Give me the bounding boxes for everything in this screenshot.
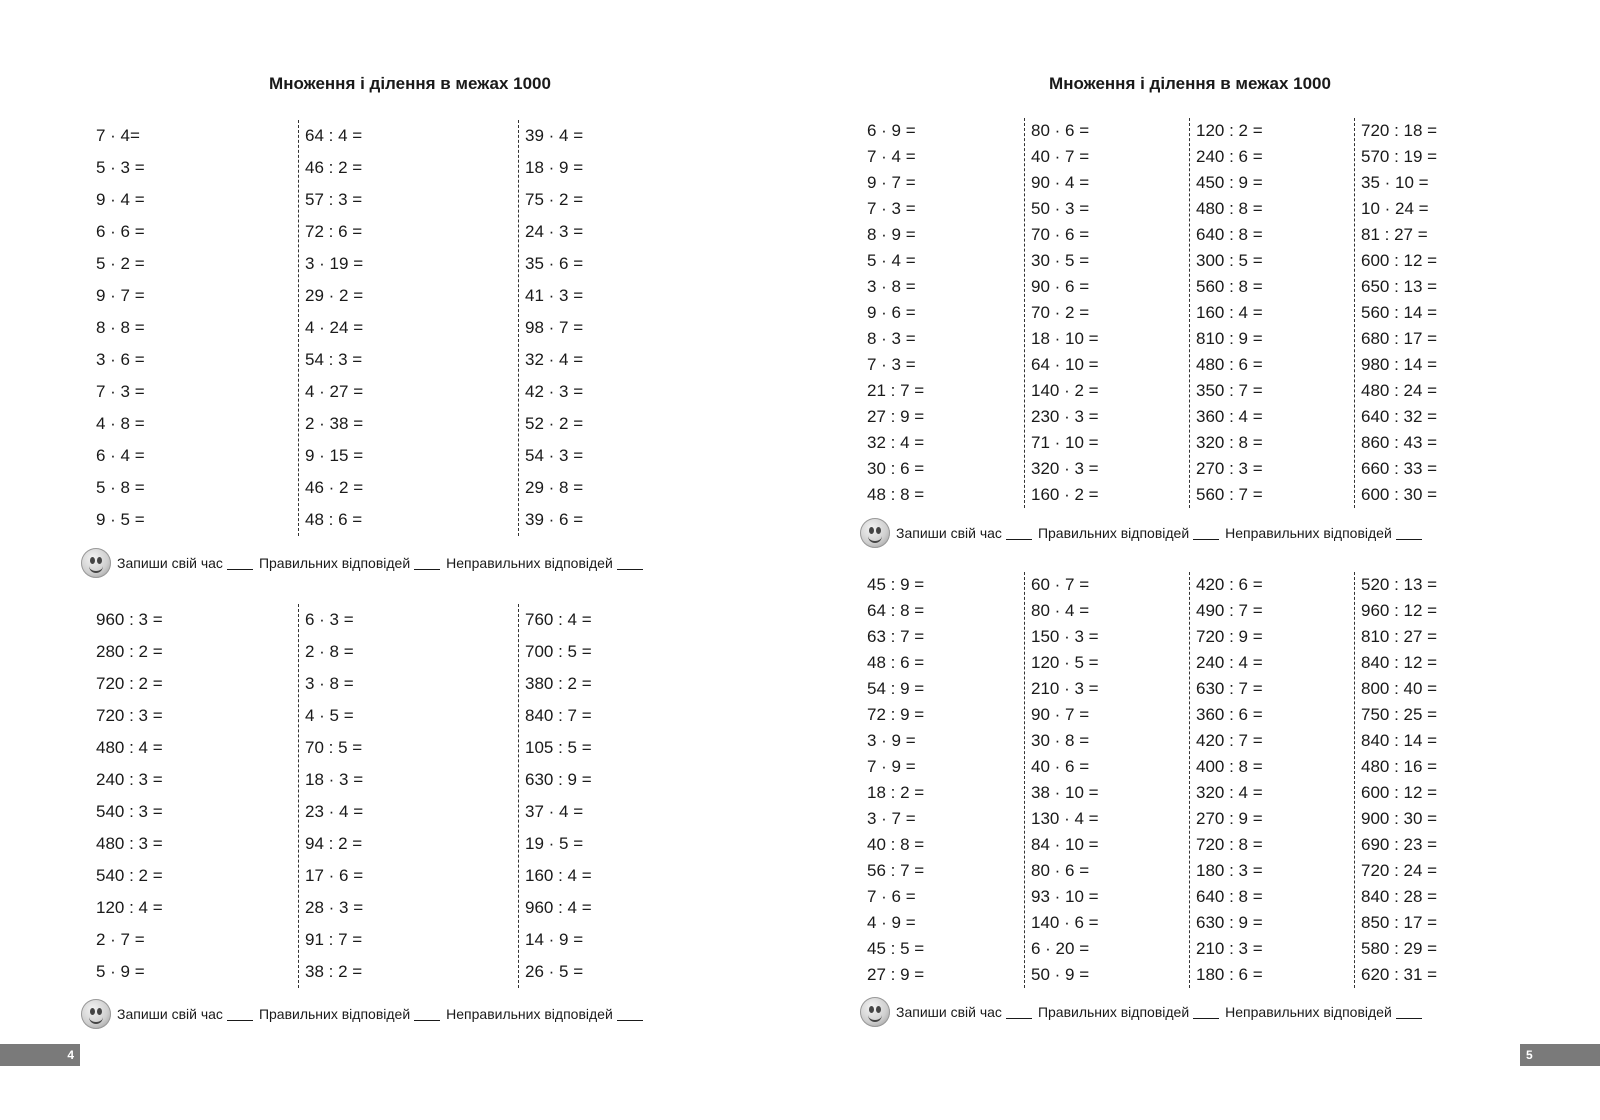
exercise: 71 · 10 =	[1031, 433, 1099, 452]
exercise: 7 · 3 =	[867, 355, 916, 374]
exercise: 8 · 9 =	[867, 225, 916, 244]
exercise: 900 : 30 =	[1361, 809, 1438, 828]
exercise: 28 · 3 =	[305, 898, 364, 917]
incorrect-label: Неправильних відповідей	[1225, 1004, 1392, 1020]
incorrect-label: Неправильних відповідей	[446, 555, 613, 571]
exercise: 64 : 8 =	[867, 601, 925, 620]
exercise: 570 : 19 =	[1361, 147, 1438, 166]
exercise: 270 : 3 =	[1196, 459, 1263, 478]
exercise: 700 : 5 =	[525, 642, 592, 661]
exercise: 490 : 7 =	[1196, 601, 1263, 620]
exercise: 2 · 8 =	[305, 642, 354, 661]
exercise: 23 · 4 =	[305, 802, 364, 821]
exercise: 19 · 5 =	[525, 834, 584, 853]
exercise: 52 · 2 =	[525, 414, 584, 433]
exercise: 45 : 9 =	[867, 575, 925, 594]
left-block1-col1	[96, 120, 276, 536]
exercise: 6 · 6 =	[96, 222, 145, 241]
exercise: 32 · 4 =	[525, 350, 584, 369]
exercise: 18 · 10 =	[1031, 329, 1099, 348]
exercise: 180 : 3 =	[1196, 861, 1263, 880]
exercise: 4 · 8 =	[96, 414, 145, 433]
exercise: 90 · 4 =	[1031, 173, 1090, 192]
exercise: 2 · 38 =	[305, 414, 364, 433]
exercise: 98 · 7 =	[525, 318, 584, 337]
exercise: 48 : 8 =	[867, 485, 925, 504]
exercise: 18 · 9 =	[525, 158, 584, 177]
exercise: 360 : 6 =	[1196, 705, 1263, 724]
exercise: 230 · 3 =	[1031, 407, 1099, 426]
exercise: 72 : 6 =	[305, 222, 363, 241]
exercise: 960 : 3 =	[96, 610, 163, 629]
right-block2-col1	[867, 572, 1017, 988]
exercise: 18 · 3 =	[305, 770, 364, 789]
exercise: 56 : 7 =	[867, 861, 925, 880]
exercise: 600 : 12 =	[1361, 251, 1438, 270]
exercise: 40 · 7 =	[1031, 147, 1090, 166]
exercise: 6 · 4 =	[96, 446, 145, 465]
exercise: 91 : 7 =	[305, 930, 363, 949]
exercise: 160 : 4 =	[1196, 303, 1263, 322]
exercise: 50 · 3 =	[1031, 199, 1090, 218]
left-page-number: 4	[0, 1044, 80, 1066]
exercise: 70 · 6 =	[1031, 225, 1090, 244]
exercise: 7 · 6 =	[867, 887, 916, 906]
time-label: Запиши свій час	[117, 1006, 223, 1022]
exercise: 480 : 24 =	[1361, 381, 1438, 400]
exercise: 180 : 6 =	[1196, 965, 1263, 984]
exercise: 960 : 12 =	[1361, 601, 1438, 620]
exercise: 650 : 13 =	[1361, 277, 1438, 296]
exercise: 320 : 4 =	[1196, 783, 1263, 802]
incorrect-blank[interactable]	[1396, 1006, 1422, 1019]
correct-label: Правильних відповідей	[1037, 525, 1190, 541]
exercise: 90 · 7 =	[1031, 705, 1090, 724]
exercise: 90 · 6 =	[1031, 277, 1090, 296]
exercise: 29 · 8 =	[525, 478, 584, 497]
exercise: 38 · 10 =	[1031, 783, 1099, 802]
exercise: 38 : 2 =	[305, 962, 363, 981]
exercise: 150 · 3 =	[1031, 627, 1099, 646]
exercise: 9 · 7 =	[96, 286, 145, 305]
exercise: 360 : 4 =	[1196, 407, 1263, 426]
right-footer-2	[860, 997, 1428, 1027]
right-block2-col3	[1189, 572, 1349, 988]
exercise: 4 · 27 =	[305, 382, 364, 401]
exercise: 4 · 5 =	[305, 706, 354, 725]
exercise: 300 : 5 =	[1196, 251, 1263, 270]
right-block2-col2	[1024, 572, 1184, 988]
exercise: 540 : 2 =	[96, 866, 163, 885]
exercise: 210 : 3 =	[1196, 939, 1263, 958]
right-block1-col4	[1354, 118, 1534, 508]
exercise: 2 · 7 =	[96, 930, 145, 949]
exercise: 6 · 9 =	[867, 121, 916, 140]
exercise: 9 · 6 =	[867, 303, 916, 322]
right-footer-1	[860, 518, 1428, 548]
incorrect-label: Неправильних відповідей	[1225, 525, 1392, 541]
exercise: 41 · 3 =	[525, 286, 584, 305]
exercise: 35 · 10 =	[1361, 173, 1429, 192]
exercise: 630 : 9 =	[525, 770, 592, 789]
exercise: 160 : 4 =	[525, 866, 592, 885]
exercise: 450 : 9 =	[1196, 173, 1263, 192]
exercise: 350 : 7 =	[1196, 381, 1263, 400]
exercise: 9 · 5 =	[96, 510, 145, 529]
left-footer-2	[81, 999, 649, 1029]
exercise: 9 · 4 =	[96, 190, 145, 209]
exercise: 3 · 9 =	[867, 731, 916, 750]
exercise: 560 : 7 =	[1196, 485, 1263, 504]
exercise: 640 : 8 =	[1196, 887, 1263, 906]
exercise: 140 · 2 =	[1031, 381, 1099, 400]
exercise: 54 · 3 =	[525, 446, 584, 465]
exercise: 6 · 3 =	[305, 610, 354, 629]
exercise: 160 · 2 =	[1031, 485, 1099, 504]
right-block1-col2	[1024, 118, 1184, 508]
incorrect-blank[interactable]	[617, 557, 643, 570]
smiley-icon	[860, 518, 890, 548]
exercise: 130 · 4 =	[1031, 809, 1099, 828]
right-page-number: 5	[1520, 1044, 1600, 1066]
exercise: 720 : 24 =	[1361, 861, 1438, 880]
right-page-title: Множення і ділення в межах 1000	[1049, 74, 1331, 93]
exercise: 560 : 8 =	[1196, 277, 1263, 296]
exercise: 7 · 4 =	[867, 147, 916, 166]
exercise: 94 : 2 =	[305, 834, 363, 853]
exercise: 93 · 10 =	[1031, 887, 1099, 906]
exercise: 29 · 2 =	[305, 286, 364, 305]
exercise: 30 : 6 =	[867, 459, 925, 478]
exercise: 720 : 3 =	[96, 706, 163, 725]
correct-blank[interactable]	[414, 557, 440, 570]
exercise: 72 : 9 =	[867, 705, 925, 724]
exercise: 7 · 4=	[96, 126, 140, 145]
exercise: 32 : 4 =	[867, 433, 925, 452]
time-blank[interactable]	[227, 1008, 253, 1021]
exercise: 760 : 4 =	[525, 610, 592, 629]
left-block2-col3	[518, 604, 718, 988]
exercise: 240 : 4 =	[1196, 653, 1263, 672]
correct-label: Правильних відповідей	[258, 555, 411, 571]
exercise: 46 · 2 =	[305, 478, 364, 497]
exercise: 270 : 9 =	[1196, 809, 1263, 828]
exercise: 80 · 6 =	[1031, 121, 1090, 140]
right-block1-col1	[867, 118, 1017, 508]
exercise: 8 · 3 =	[867, 329, 916, 348]
exercise: 14 · 9 =	[525, 930, 584, 949]
exercise: 7 · 9 =	[867, 757, 916, 776]
exercise: 620 : 31 =	[1361, 965, 1438, 984]
exercise: 5 · 3 =	[96, 158, 145, 177]
exercise: 480 : 3 =	[96, 834, 163, 853]
exercise: 640 : 8 =	[1196, 225, 1263, 244]
exercise: 54 : 9 =	[867, 679, 925, 698]
exercise: 17 · 6 =	[305, 866, 364, 885]
correct-blank[interactable]	[414, 1008, 440, 1021]
exercise: 42 · 3 =	[525, 382, 584, 401]
correct-blank[interactable]	[1193, 1006, 1219, 1019]
correct-label: Правильних відповідей	[1037, 1004, 1190, 1020]
exercise: 540 : 3 =	[96, 802, 163, 821]
exercise: 660 : 33 =	[1361, 459, 1438, 478]
exercise: 240 : 6 =	[1196, 147, 1263, 166]
exercise: 80 · 6 =	[1031, 861, 1090, 880]
exercise: 39 · 4 =	[525, 126, 584, 145]
exercise: 580 : 29 =	[1361, 939, 1438, 958]
exercise: 3 · 6 =	[96, 350, 145, 369]
exercise: 120 : 4 =	[96, 898, 163, 917]
left-block2-col2	[298, 604, 498, 988]
time-label: Запиши свій час	[896, 525, 1002, 541]
time-blank[interactable]	[1006, 1006, 1032, 1019]
exercise: 520 : 13 =	[1361, 575, 1438, 594]
exercise: 690 : 23 =	[1361, 835, 1438, 854]
exercise: 7 · 3 =	[96, 382, 145, 401]
exercise: 320 : 8 =	[1196, 433, 1263, 452]
exercise: 630 : 9 =	[1196, 913, 1263, 932]
time-blank[interactable]	[1006, 527, 1032, 540]
exercise: 840 : 7 =	[525, 706, 592, 725]
exercise: 10 · 24 =	[1361, 199, 1429, 218]
correct-blank[interactable]	[1193, 527, 1219, 540]
exercise: 48 : 6 =	[867, 653, 925, 672]
exercise: 45 : 5 =	[867, 939, 925, 958]
time-label: Запиши свій час	[896, 1004, 1002, 1020]
time-label: Запиши свій час	[117, 555, 223, 571]
exercise: 3 · 8 =	[867, 277, 916, 296]
exercise: 480 : 6 =	[1196, 355, 1263, 374]
exercise: 80 · 4 =	[1031, 601, 1090, 620]
exercise: 46 : 2 =	[305, 158, 363, 177]
exercise: 3 · 8 =	[305, 674, 354, 693]
exercise: 24 · 3 =	[525, 222, 584, 241]
exercise: 105 : 5 =	[525, 738, 592, 757]
exercise: 850 : 17 =	[1361, 913, 1438, 932]
exercise: 27 : 9 =	[867, 965, 925, 984]
exercise: 720 : 8 =	[1196, 835, 1263, 854]
exercise: 3 · 19 =	[305, 254, 364, 273]
right-block2-col4	[1354, 572, 1534, 988]
exercise: 720 : 2 =	[96, 674, 163, 693]
exercise: 26 · 5 =	[525, 962, 584, 981]
exercise: 420 : 6 =	[1196, 575, 1263, 594]
exercise: 50 · 9 =	[1031, 965, 1090, 984]
exercise: 5 · 9 =	[96, 962, 145, 981]
exercise: 600 : 30 =	[1361, 485, 1438, 504]
left-footer-1	[81, 548, 649, 578]
exercise: 210 · 3 =	[1031, 679, 1099, 698]
exercise: 39 · 6 =	[525, 510, 584, 529]
left-block2-col1	[96, 604, 276, 988]
smiley-icon	[81, 999, 111, 1029]
exercise: 810 : 9 =	[1196, 329, 1263, 348]
incorrect-blank[interactable]	[617, 1008, 643, 1021]
exercise: 27 : 9 =	[867, 407, 925, 426]
exercise: 37 · 4 =	[525, 802, 584, 821]
exercise: 640 : 32 =	[1361, 407, 1438, 426]
exercise: 480 : 16 =	[1361, 757, 1438, 776]
exercise: 980 : 14 =	[1361, 355, 1438, 374]
exercise: 600 : 12 =	[1361, 783, 1438, 802]
exercise: 64 · 10 =	[1031, 355, 1099, 374]
exercise: 120 · 5 =	[1031, 653, 1099, 672]
exercise: 280 : 2 =	[96, 642, 163, 661]
exercise: 60 · 7 =	[1031, 575, 1090, 594]
exercise: 720 : 18 =	[1361, 121, 1438, 140]
incorrect-blank[interactable]	[1396, 527, 1422, 540]
exercise: 6 · 20 =	[1031, 939, 1090, 958]
exercise: 240 : 3 =	[96, 770, 163, 789]
time-blank[interactable]	[227, 557, 253, 570]
exercise: 70 : 5 =	[305, 738, 363, 757]
smiley-icon	[81, 548, 111, 578]
exercise: 84 · 10 =	[1031, 835, 1099, 854]
exercise: 40 : 8 =	[867, 835, 925, 854]
exercise: 680 : 17 =	[1361, 329, 1438, 348]
right-block1-col3	[1189, 118, 1349, 508]
exercise: 7 · 3 =	[867, 199, 916, 218]
exercise: 4 · 9 =	[867, 913, 916, 932]
exercise: 810 : 27 =	[1361, 627, 1438, 646]
exercise: 57 : 3 =	[305, 190, 363, 209]
exercise: 840 : 28 =	[1361, 887, 1438, 906]
correct-label: Правильних відповідей	[258, 1006, 411, 1022]
left-block1-col2	[298, 120, 498, 536]
exercise: 750 : 25 =	[1361, 705, 1438, 724]
exercise: 5 · 2 =	[96, 254, 145, 273]
exercise: 40 · 6 =	[1031, 757, 1090, 776]
incorrect-label: Неправильних відповідей	[446, 1006, 613, 1022]
smiley-icon	[860, 997, 890, 1027]
exercise: 140 · 6 =	[1031, 913, 1099, 932]
exercise: 380 : 2 =	[525, 674, 592, 693]
exercise: 4 · 24 =	[305, 318, 364, 337]
exercise: 18 : 2 =	[867, 783, 925, 802]
exercise: 75 · 2 =	[525, 190, 584, 209]
exercise: 480 : 8 =	[1196, 199, 1263, 218]
exercise: 400 : 8 =	[1196, 757, 1263, 776]
exercise: 9 · 7 =	[867, 173, 916, 192]
exercise: 35 · 6 =	[525, 254, 584, 273]
exercise: 48 : 6 =	[305, 510, 363, 529]
exercise: 840 : 12 =	[1361, 653, 1438, 672]
exercise: 70 · 2 =	[1031, 303, 1090, 322]
exercise: 30 · 8 =	[1031, 731, 1090, 750]
exercise: 5 · 8 =	[96, 478, 145, 497]
exercise: 720 : 9 =	[1196, 627, 1263, 646]
exercise: 960 : 4 =	[525, 898, 592, 917]
exercise: 860 : 43 =	[1361, 433, 1438, 452]
exercise: 320 · 3 =	[1031, 459, 1099, 478]
exercise: 63 : 7 =	[867, 627, 925, 646]
exercise: 560 : 14 =	[1361, 303, 1438, 322]
left-block1-col3	[518, 120, 718, 536]
exercise: 21 : 7 =	[867, 381, 925, 400]
exercise: 420 : 7 =	[1196, 731, 1263, 750]
exercise: 3 · 7 =	[867, 809, 916, 828]
exercise: 64 : 4 =	[305, 126, 363, 145]
exercise: 840 : 14 =	[1361, 731, 1438, 750]
left-page-title: Множення і ділення в межах 1000	[269, 74, 551, 93]
exercise: 480 : 4 =	[96, 738, 163, 757]
exercise: 8 · 8 =	[96, 318, 145, 337]
exercise: 81 : 27 =	[1361, 225, 1428, 244]
exercise: 120 : 2 =	[1196, 121, 1263, 140]
exercise: 630 : 7 =	[1196, 679, 1263, 698]
exercise: 5 · 4 =	[867, 251, 916, 270]
exercise: 9 · 15 =	[305, 446, 364, 465]
exercise: 54 : 3 =	[305, 350, 363, 369]
exercise: 800 : 40 =	[1361, 679, 1438, 698]
exercise: 30 · 5 =	[1031, 251, 1090, 270]
